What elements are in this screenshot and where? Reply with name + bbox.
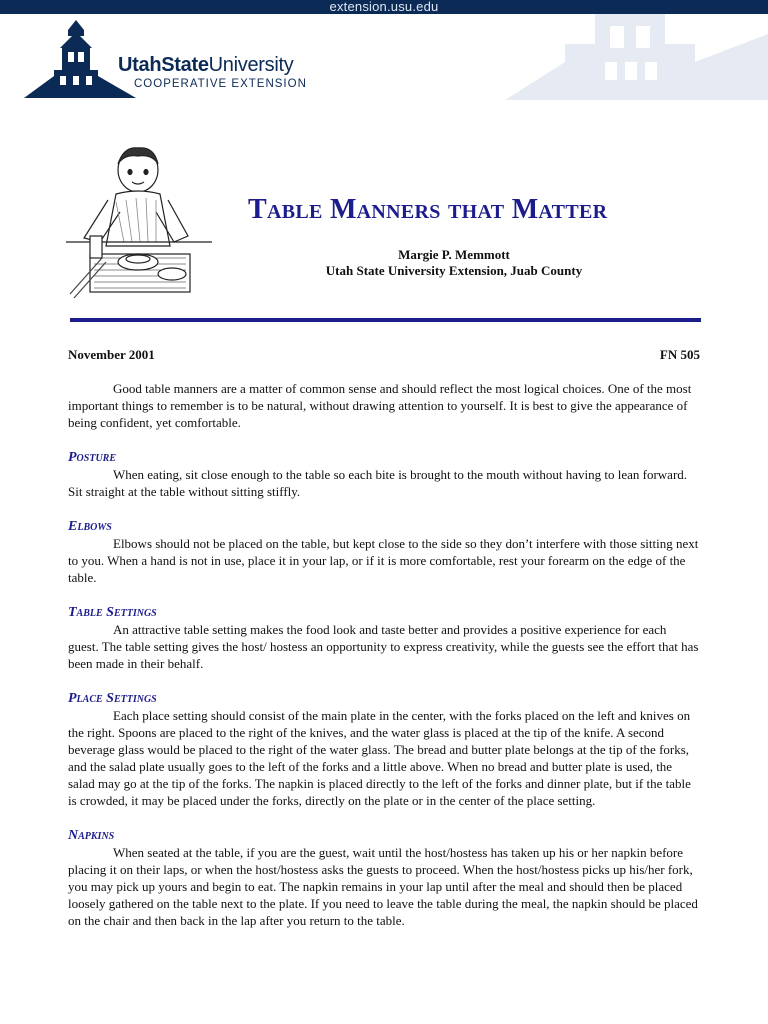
section-body-napkins: When seated at the table, if you are the guest, wait until the host/hostess has taken up his or her napkin before placing it on their laps, or when the host/hostess asks the guests to proceed. When the host/hostess picks up his/her fork, you may pick up yours and begin to eat. The napkin remains in your lap until after the meal and should then be placed loosely gathered on the table next to the plate. If you need to leave the table during the meal, the napkin should be placed on the chair and then back in the lap after you return to the table. xyxy=(68,845,698,928)
section-heading-place-settings: Place Settings xyxy=(68,691,157,706)
author-affiliation: Utah State University Extension, Juab County xyxy=(325,263,583,278)
girl-eating-at-table-illustration xyxy=(66,142,212,302)
logo-name-bold: UtahState xyxy=(118,54,209,76)
publication-date: November 2001 xyxy=(68,347,155,362)
section-heading-posture: Posture xyxy=(68,450,117,465)
section-heading-napkins: Napkins xyxy=(68,828,115,843)
section-heading-table-settings: Table Settings xyxy=(68,605,157,620)
section-body-place-settings: Each place setting should consist of the main plate in the center, with the forks placed on the left and knives on the right. Spoons are placed to the right of the knives, and the water glass is placed at the tip of the knife. A second beverage glass would be placed to the right of the water glass. The bread and butter plate belongs at the tip of the forks, and the salad plate usually goes to the left of the forks and a little above. When no bread and butter plate is used, the salad may go at the tip of the forks. The napkin is placed directly to the left of the forks and dinner plate, but if the table is crowded, it may be placed under the forks, directly on the plate or in the center of the place setting. xyxy=(68,708,691,808)
document-body xyxy=(68,380,700,929)
old-main-tower-watermark-icon xyxy=(505,14,768,100)
section-body-posture: When eating, sit close enough to the table so each bite is brought to the mouth without having to lean forward. Sit straight at the table without sitting stiffly. xyxy=(68,467,688,499)
section-body-elbows: Elbows should not be placed on the table, but kept close to the side so they don’t interfere with those sitting next to you. When a hand is not in use, place it in your lap, or if it is more comfortable, rest your forearm on the edge of the table. xyxy=(68,536,699,585)
intro-paragraph: Good table manners are a matter of common sense and should reflect the most logical choices. One of the most important things to remember is to be natural, without drawing attention to yourself. It is best to give the appearance of being confident, yet comfortable. xyxy=(68,381,692,430)
logo-name xyxy=(118,54,293,77)
logo-name-regular: University xyxy=(208,54,294,76)
author-name: Margie P. Memmott xyxy=(398,247,510,262)
section-body-table-settings: An attractive table setting makes the food look and taste better and provides a positive experience for each guest. The table setting gives the host/ hostess an opportunity to express creativity, while the guests see the effort that has been made in their behalf. xyxy=(68,622,699,671)
top-banner xyxy=(0,0,768,14)
section-heading-elbows: Elbows xyxy=(68,519,112,534)
title-divider xyxy=(70,318,701,322)
site-url-link[interactable]: extension.usu.edu xyxy=(329,0,439,14)
document-number: FN 505 xyxy=(659,347,700,362)
logo-subtitle: COOPERATIVE EXTENSION xyxy=(134,78,307,90)
document-title: Table Manners that Matter xyxy=(248,194,608,225)
usu-logo[interactable] xyxy=(24,20,314,100)
